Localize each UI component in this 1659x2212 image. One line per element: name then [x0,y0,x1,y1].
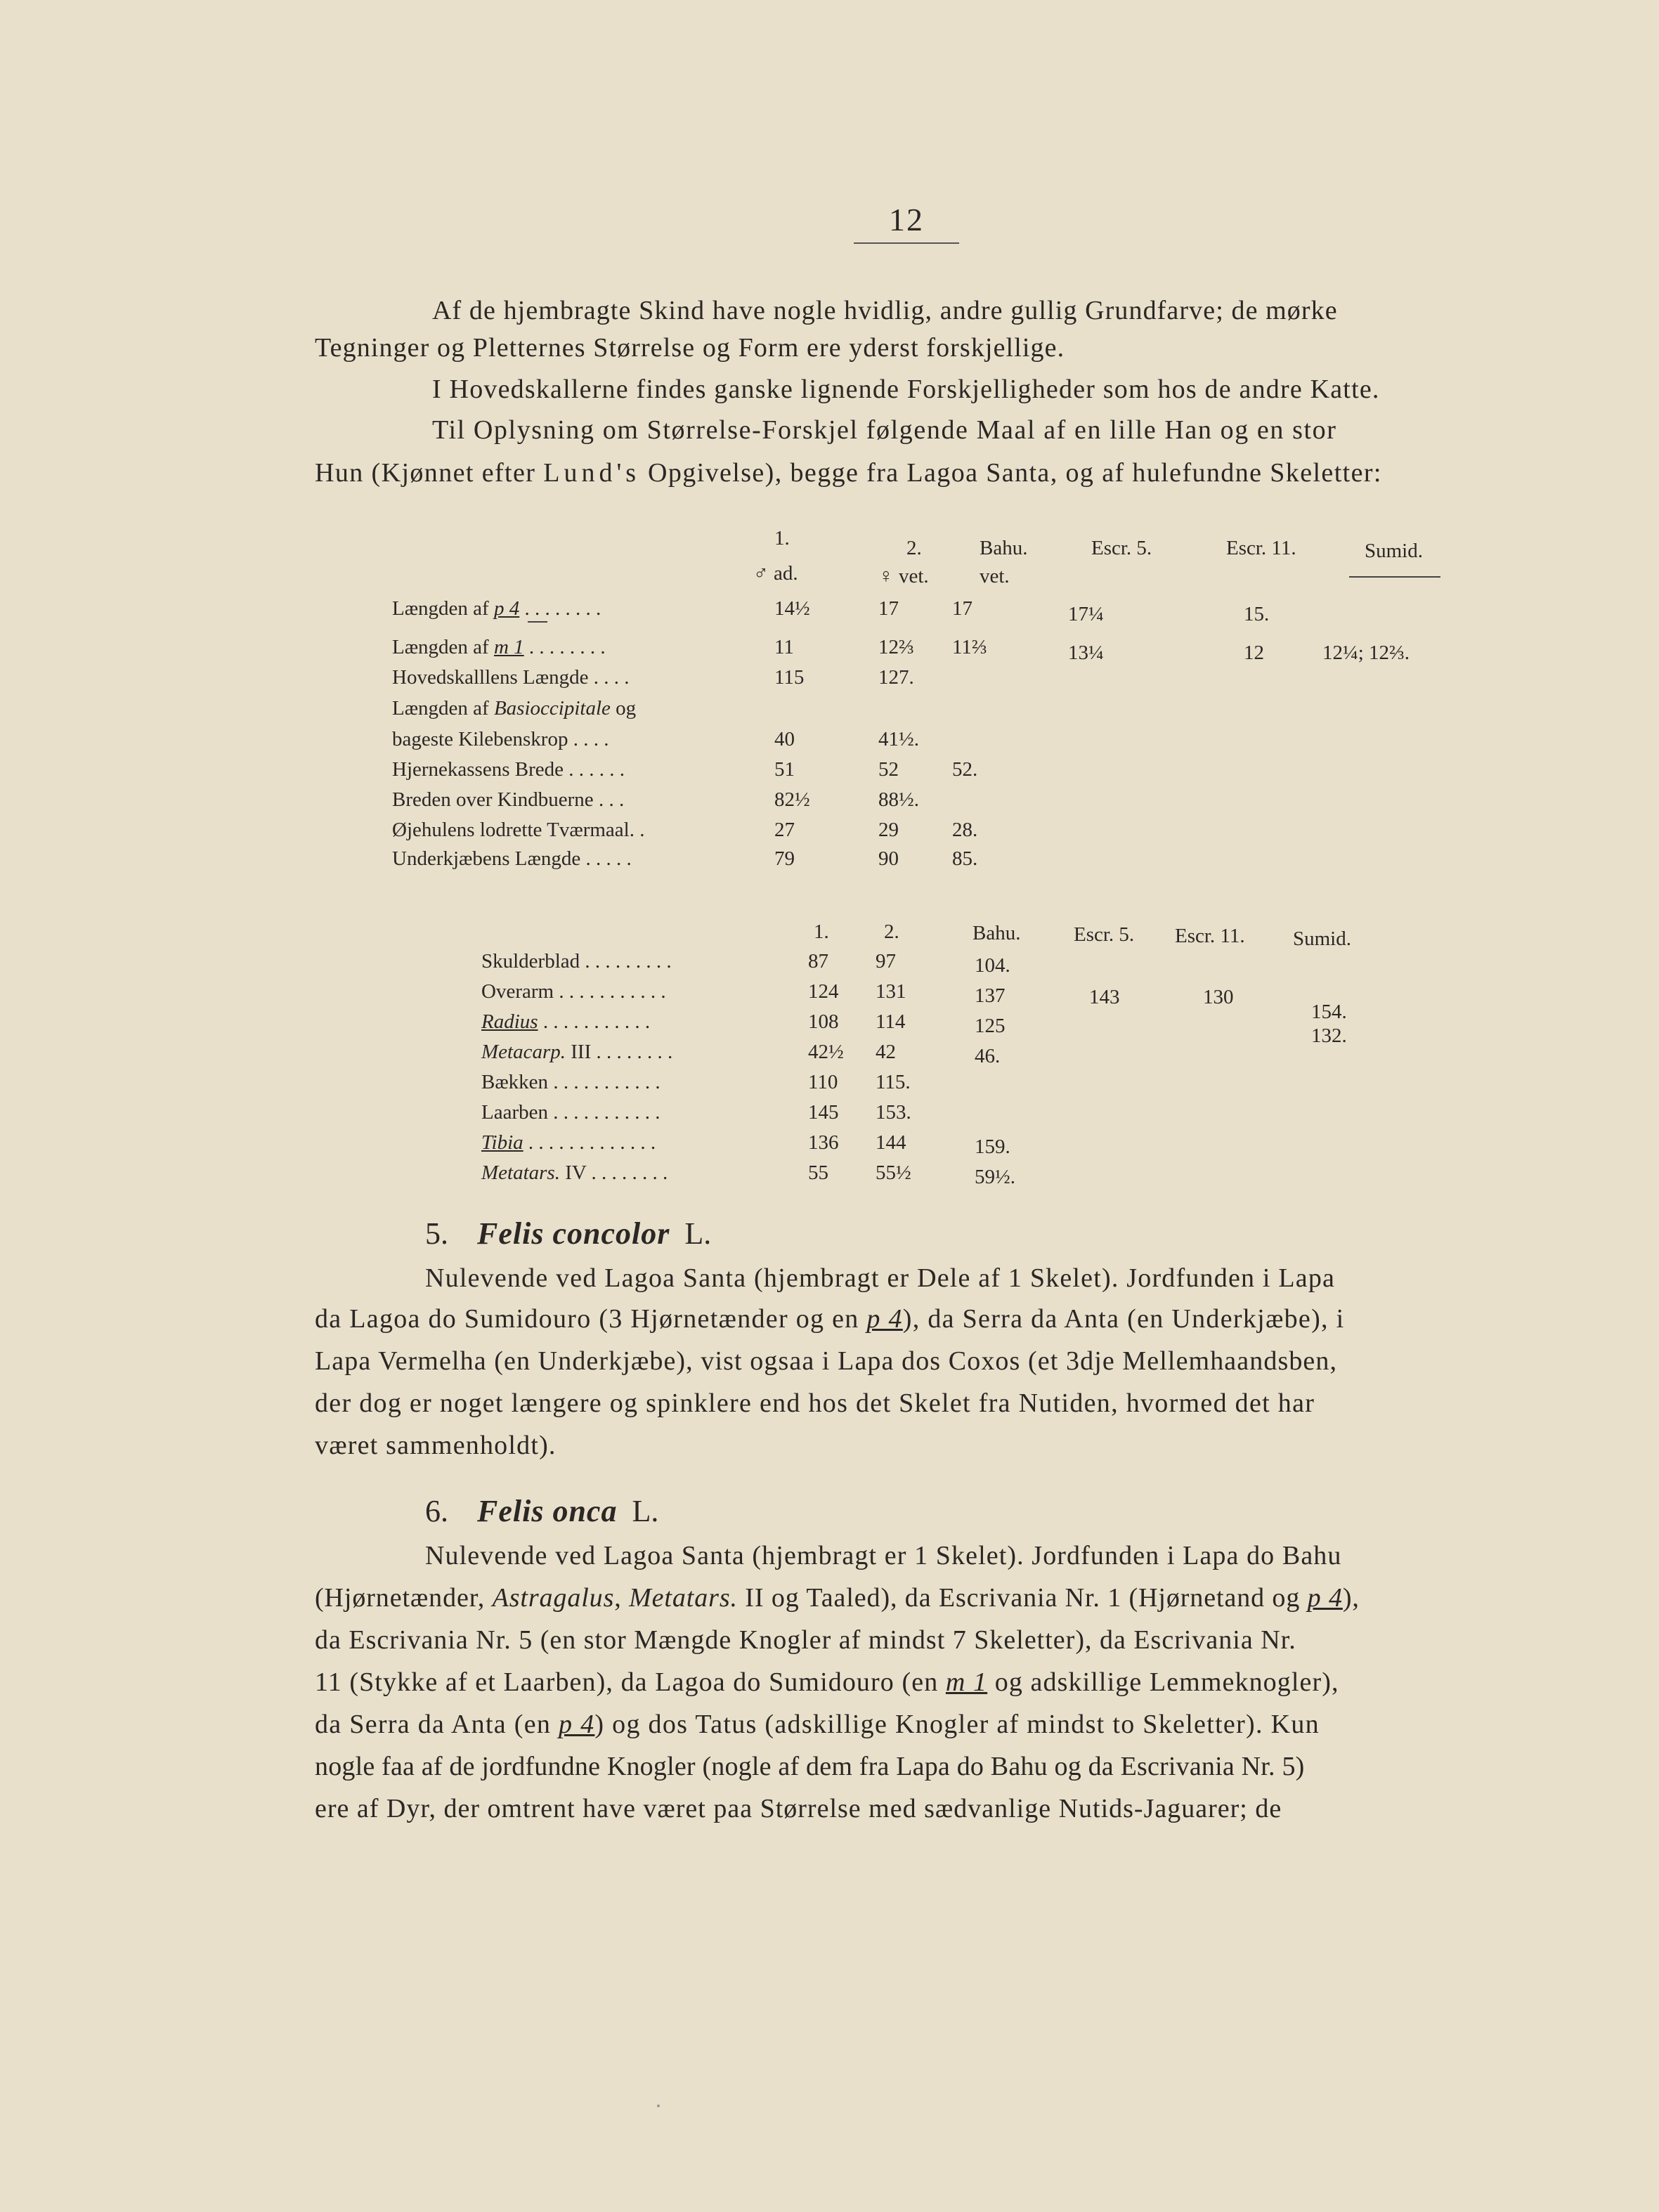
s6-line-7: ere af Dyr, der omtrent have været paa Størrelse med sædvanlige Nutids-Jaguarer; de [315,1794,1282,1823]
value-cell: 87 [808,950,828,972]
row-label-text: Hovedskalllens Længde [392,666,589,689]
value-cell: 154. [1311,1001,1347,1023]
author-name-lund: Lund's [543,458,641,488]
value-cell: 17¼ [1068,603,1104,625]
row-label-text: Overarm [481,980,554,1003]
row-label-text: Radius [481,1010,538,1033]
col-header-2: 2. [884,920,899,943]
col-header-escr11: Escr. 11. [1226,537,1296,559]
species-name-felis-onca: Felis onca [477,1494,618,1528]
value-cell: 145 [808,1101,839,1124]
tooth-p4: p 4 [559,1710,595,1739]
s6-line-3: da Escrivania Nr. 5 (en stor Mængde Knogler af mindst 7 Skeletter), da Escrivania Nr. [315,1625,1296,1655]
row-label-text: Længden af [392,636,494,658]
intro-line-2: Tegninger og Pletternes Størrelse og Form ere yderst forskjellige. [315,333,1065,363]
s5-line-5: været sammenholdt). [315,1431,557,1460]
s5-line-2 [315,1306,1345,1332]
value-cell: 42½ [808,1041,844,1063]
row-label [481,1071,661,1094]
value-cell: 46. [975,1045,1001,1067]
bone-astragalus: Astragalus [492,1583,615,1613]
col-header-escr11: Escr. 11. [1175,925,1245,947]
value-cell: 136 [808,1131,839,1154]
row-label-text: Laarben [481,1101,548,1124]
value-cell: 40 [774,728,795,750]
leader-dots: . . . . [568,728,609,750]
row-label-text: Tibia [481,1131,523,1154]
value-cell: 131 [876,980,906,1003]
s6-line-4-a: 11 (Stykke af et Laarben), da Lagoa do Sumidouro (en [315,1667,946,1697]
value-cell: 108 [808,1010,839,1033]
value-cell: 12⅔ [878,636,914,658]
value-cell: 12¼; 12⅔. [1322,642,1410,664]
value-cell: 17 [878,597,899,620]
value-cell: 143 [1089,986,1120,1008]
value-cell: 52. [952,758,978,781]
row-label-suffix: III [566,1041,592,1063]
col-header-escr5: Escr. 5. [1074,923,1135,946]
s5-line-4: der dog er noget længere og spinklere end hos det Skelet fra Nutiden, hvormed det har [315,1388,1315,1418]
value-cell: 27 [774,819,795,841]
col-header-1: 1. [814,920,829,943]
value-cell: 97 [876,950,896,972]
value-cell: 82½ [774,788,810,811]
col-header-escr5: Escr. 5. [1091,537,1152,559]
value-cell: 11⅔ [952,636,987,658]
section-6-number: 6. [425,1494,448,1528]
subheader-male-adult: ♂ ad. [753,562,798,585]
row-label-text: Breden over Kindbuerne [392,788,594,811]
value-cell: 85. [952,847,978,870]
s6-line-2-b: II og Taaled), da Escrivania Nr. 1 (Hjørnetand og [737,1583,1308,1613]
s5-line-2-a: da Lagoa do Sumidouro (3 Hjørnetænder og en [315,1304,867,1334]
value-cell: 104. [975,954,1010,977]
s6-line-2 [315,1585,1360,1611]
section-6-heading [425,1493,658,1529]
s6-line-2-mid: , [614,1583,630,1613]
species-name-felis-concolor: Felis concolor [477,1216,670,1251]
s5-line-2-b: ), da Serra da Anta (en Underkjæbe), i [902,1304,1345,1334]
s6-line-5-b: ) og dos Tatus (adskillige Knogler af mindst to Skeletter). Kun [594,1710,1320,1739]
intro-line-4: Til Oplysning om Størrelse-Forskjel følgende Maal af en lille Han og en stor [432,415,1337,445]
s6-line-4 [315,1669,1339,1696]
row-label-term: p 4 [493,597,520,620]
col-header-bahu: Bahu. [972,922,1021,944]
leader-dots: . . . . . [580,847,632,870]
row-label-suffix: IV [559,1162,587,1184]
value-cell: 17 [952,597,972,620]
value-cell: 132. [1311,1024,1347,1047]
value-cell: 51 [774,758,795,781]
value-cell: 130 [1203,986,1234,1008]
tooth-m1: m 1 [945,1667,988,1697]
value-cell: 115 [774,666,805,689]
col-header-1: 1. [774,527,790,549]
row-label [481,980,666,1003]
s6-line-5 [315,1711,1320,1738]
leader-dots: . . . . . . . . . . . [548,1071,661,1093]
section-5-number: 5. [425,1216,448,1251]
leader-dots: . [634,819,645,841]
s5-line-3: Lapa Vermelha (en Underkjæbe), vist ogsaa i Lapa dos Coxos (et 3dje Mellemhaandsben, [315,1346,1338,1376]
row-label-term: Basioccipitale [493,697,611,720]
value-cell: 14½ [774,597,810,620]
intro-line-5-b: Opgivelse), begge fra Lagoa Santa, og af hulefundne Skeletter: [640,458,1382,488]
value-cell: 41½. [878,728,919,750]
leader-dots: . . . . . . [564,758,625,781]
intro-line-3: I Hovedskallerne findes ganske lignende Forskjelligheder som hos de andre Katte. [432,375,1380,404]
col-header-sumid: Sumid. [1365,540,1423,562]
tooth-p4: p 4 [866,1304,903,1334]
value-cell: 42 [876,1041,896,1063]
row-label [481,1041,672,1064]
value-cell: 110 [808,1071,838,1093]
col-header-bahu: Bahu. [980,537,1028,559]
row-label-text: Underkjæbens Længde [392,847,581,870]
value-cell: 127. [878,666,914,689]
value-cell: 59½. [975,1166,1015,1188]
row-label [481,1101,661,1124]
subheader-female-vet: ♀ vet. [878,565,929,587]
value-cell: 125 [975,1015,1006,1037]
leader-dots: . . . . . . . . [523,636,606,658]
s6-line-5-a: da Serra da Anta (en [315,1710,559,1739]
paper-speck [657,2104,660,2107]
row-label [481,1131,656,1154]
value-cell: 79 [774,847,795,870]
s6-line-2-a: (Hjørnetænder, [315,1583,493,1613]
value-cell: 115. [876,1071,911,1093]
s6-line-4-b: og adskillige Lemmeknogler), [987,1667,1339,1697]
leader-dots: . . . . . . . . . . . [554,980,666,1003]
s6-line-2-c: ), [1342,1583,1360,1613]
row-label-text: bageste Kilebenskrop [392,728,568,750]
row-label-text: Længden af [392,697,494,720]
value-cell: 90 [878,847,899,870]
value-cell: 52 [878,758,899,781]
leader-dots: . . . [593,788,625,811]
row-label-term: m 1 [493,636,524,658]
value-cell: 29 [878,819,899,841]
value-cell: 11 [774,636,794,658]
species-author: L. [632,1494,659,1528]
value-cell: 159. [975,1136,1010,1158]
leader-dots: . . . . . . . . . . . [548,1101,661,1124]
row-label-text: Øjehulens lodrette Tværmaal. [392,819,635,841]
leader-dots: . . . . . . . . [519,597,601,620]
leader-dots: . . . . . . . . . . . [538,1010,651,1033]
value-cell: 114 [876,1010,906,1033]
value-cell: 124 [808,980,839,1003]
s6-line-1: Nulevende ved Lagoa Santa (hjembragt er 1 Skelet). Jordfunden i Lapa do Bahu [425,1541,1342,1570]
col-header-sumid: Sumid. [1293,928,1351,950]
row-label-text: Bækken [481,1071,549,1093]
row-label-text: Metacarp. [481,1041,566,1063]
leader-dots: . . . . [588,666,630,689]
row-label-text: Metatars. [481,1162,560,1184]
row-label [481,1010,650,1034]
value-cell: 144 [876,1131,906,1154]
value-cell: 15. [1244,603,1270,625]
row-label-text: Skulderblad [481,950,580,972]
intro-line-5-a: Hun (Kjønnet efter [315,458,544,488]
value-cell: 55 [808,1162,828,1184]
leader-dots: og [610,697,637,720]
value-cell: 13¼ [1068,642,1104,664]
subheader-vet: vet. [980,565,1010,587]
tooth-p4: p 4 [1307,1583,1343,1613]
value-cell: 28. [952,819,978,841]
leader-dots: . . . . . . . . . [580,950,672,972]
bone-metatars: Metatars. [629,1583,738,1613]
s5-line-1: Nulevende ved Lagoa Santa (hjembragt er Dele af 1 Skelet). Jordfunden i Lapa [425,1263,1336,1293]
value-cell: 12 [1244,642,1264,664]
leader-dots: . . . . . . . . [591,1041,673,1063]
value-cell: 55½ [876,1162,911,1184]
value-cell: 153. [876,1101,911,1124]
species-author: L. [684,1216,712,1251]
s6-line-6: nogle faa af de jordfundne Knogler (nogle af dem fra Lapa do Bahu og da Escrivania Nr. 5) [315,1752,1305,1781]
page-number: 12 [889,202,924,238]
value-cell: 88½. [878,788,919,811]
row-label-text: Længden af [392,597,494,620]
row-label-text: Hjernekassens Brede [392,758,564,781]
leader-dots: . . . . . . . . [586,1162,668,1184]
col-header-2: 2. [906,537,922,559]
row-label [481,1162,668,1185]
intro-line-1: Af de hjembragte Skind have nogle hvidlig, andre gullig Grundfarve; de mørke [432,296,1338,325]
value-cell: 137 [975,984,1006,1007]
row-label [481,950,672,973]
section-5-heading [425,1216,711,1251]
leader-dots: . . . . . . . . . . . . . [523,1131,656,1154]
